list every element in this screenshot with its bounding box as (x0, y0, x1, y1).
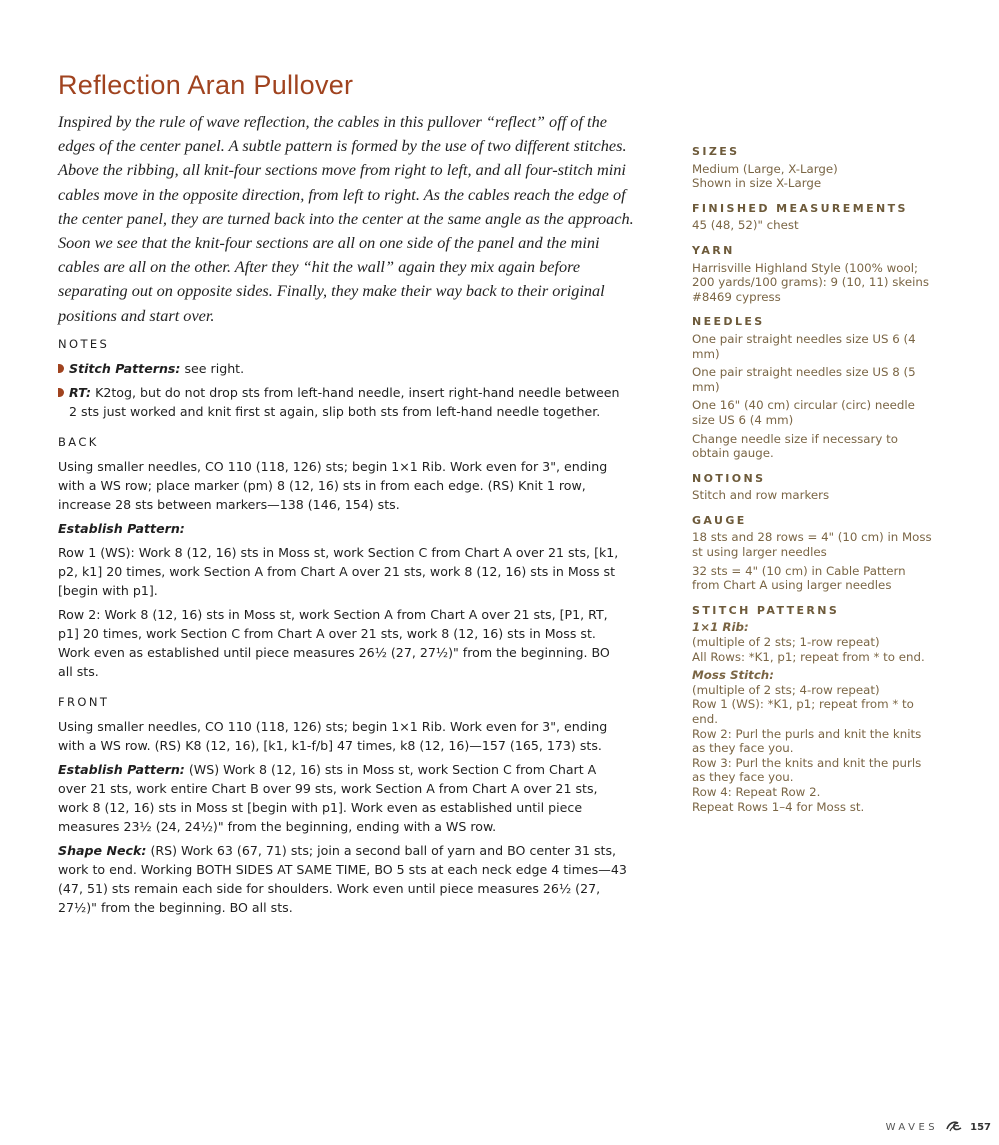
moss-line: Row 4: Repeat Row 2. (692, 784, 821, 799)
note-label: RT: (69, 385, 92, 400)
notions-block (692, 472, 932, 503)
needles-heading: NEEDLES (692, 315, 765, 329)
front-section (58, 693, 628, 917)
front-neck-label: Shape Neck: (58, 843, 147, 858)
bullet-icon (58, 364, 64, 373)
sizes-line: Medium (Large, X-Large) (692, 161, 838, 176)
intro-paragraph: Inspired by the rule of wave reflection, the cables in this pullover “reflect” off of the edges of the center panel. A subtle pattern is formed by the use of two different stitches. Above the ribbing, all knit-four sections move from right to left, and all four-stitch mini cables move in the opposite direction, from left to right. As the cables reach the edge of the center panel, they are turned back into the center at the same angle as the approach. Soon we see that the knit-four sections are all on one side of the panel and the mini cables are all on the other. After they “hit the wall” again they mix again before separating out on opposite sides. Finally, they make their way back to their original positions and start over. (58, 112, 634, 325)
note-text: K2tog, but do not drop sts from left-hand needle, insert right-hand needle between 2 sts just worked and knit first st again, slip both sts from left-hand needle together. (69, 385, 620, 419)
moss-line: (multiple of 2 sts; 4-row repeat) (692, 682, 880, 697)
rib-line: (multiple of 2 sts; 1-row repeat) (692, 635, 880, 650)
finished-line: 45 (48, 52)" chest (692, 218, 799, 233)
page-title: Reflection Aran Pullover (58, 70, 354, 100)
notions-heading: NOTIONS (692, 471, 766, 485)
yarn-heading: YARN (692, 243, 735, 257)
needles-line: One pair straight needles size US 6 (4 mm) (692, 331, 916, 361)
notes-heading: NOTES (58, 337, 110, 351)
main-column (58, 335, 628, 929)
gauge-line: 18 sts and 28 rows = 4" (10 cm) in Moss st using larger needles (692, 530, 932, 560)
moss-line: Row 3: Purl the knits and knit the purls as they face you. (692, 755, 922, 785)
yarn-line: Harrisville Highland Style (100% wool; 200 yards/100 grams): 9 (10, 11) skeins #8469 cypress (692, 260, 929, 304)
gauge-line: 32 sts = 4" (10 cm) in Cable Pattern from Chart A using larger needles (692, 563, 906, 593)
section-name: WAVES (885, 1122, 939, 1133)
back-heading: BACK (58, 435, 99, 449)
moss-line: Row 1 (WS): *K1, p1; repeat from * to end. (692, 697, 914, 726)
front-establish-text: (WS) Work 8 (12, 16) sts in Moss st, work Section C from Chart A over 21 sts, work entire Chart B over 99 sts, work Section A from Chart A over 21 sts, work 8 (12, 16) sts in Moss st [begin with p1]. Work even as established until piece measures 23½ (24, 24½)" from the beginning, ending with a WS row. (58, 762, 598, 834)
page-footer (886, 1120, 991, 1135)
gauge-block (692, 514, 932, 593)
rib-line: All Rows: *K1, p1; repeat from * to end. (692, 649, 925, 664)
front-neck-text: (RS) Work 63 (67, 71) sts; join a second ball of yarn and BO center 31 sts, work to end. Working BOTH SIDES AT SAME TIME, BO 5 sts at each neck edge 4 times—43 (47, 51) sts remain each side for shoulders. Work even until piece measures 26½ (27, 27½)" from the beginning. BO all sts. (58, 843, 627, 915)
yarn-block (692, 244, 932, 304)
finished-heading: FINISHED MEASUREMENTS (692, 201, 908, 215)
needles-line: Change needle size if necessary to obtain gauge. (692, 431, 898, 461)
front-paragraph: Using smaller needles, CO 110 (118, 126) sts; begin 1×1 Rib. Work even for 3", ending with a WS row. (RS) K8 (12, 16), [k1, k1-f/b] 47 times, k8 (12, 16)—157 (165, 173) sts. (58, 719, 608, 753)
front-establish (58, 760, 628, 836)
bullet-icon (58, 388, 64, 397)
sizes-block (692, 145, 932, 191)
sidebar (692, 145, 932, 825)
back-paragraph: Using smaller needles, CO 110 (118, 126) sts; begin 1×1 Rib. Work even for 3", ending with a WS row; place marker (pm) 8 (12, 16) sts in from each edge. (RS) Knit 1 row, increase 28 sts between markers—138 (146, 154) sts. (58, 459, 608, 512)
back-row2: Row 2: Work 8 (12, 16) sts in Moss st, work Section A from Chart A over 21 sts, [P1, RT, p1] 20 times, work Section C from Chart A over 21 sts, work 8 (12, 16) sts in Moss st. Work even as established until piece measures 26½ (27, 27½)" from the beginning. BO all sts. (58, 607, 610, 679)
moss-line: Repeat Rows 1–4 for Moss st. (692, 799, 865, 814)
front-heading: FRONT (58, 695, 110, 709)
stitch-patterns-block (692, 604, 932, 814)
wave-icon (946, 1120, 962, 1135)
front-establish-label: Establish Pattern: (58, 762, 185, 777)
notions-line: Stitch and row markers (692, 488, 830, 503)
stitch-heading: STITCH PATTERNS (692, 603, 840, 617)
note-text: see right. (180, 361, 245, 376)
notes-section (58, 335, 628, 421)
finished-block (692, 202, 932, 233)
gauge-heading: GAUGE (692, 513, 747, 527)
note-item (58, 383, 628, 421)
moss-label: Moss Stitch: (692, 668, 774, 683)
note-item (58, 359, 628, 378)
front-neck (58, 841, 628, 917)
note-label: Stitch Patterns: (69, 361, 181, 376)
sizes-heading: SIZES (692, 145, 740, 158)
needles-line: One pair straight needles size US 8 (5 mm) (692, 365, 916, 394)
needles-line: One 16" (40 cm) circular (circ) needle size US 6 (4 mm) (692, 398, 915, 427)
back-row1: Row 1 (WS): Work 8 (12, 16) sts in Moss st, work Section C from Chart A over 21 sts, [k1, p2, k1] 20 times, work Section A from Chart A over 21 sts, work 8 (12, 16) sts in Moss st [begin with p1]. (58, 545, 619, 598)
back-section (58, 433, 628, 681)
page-number: 157 (970, 1122, 991, 1133)
sizes-line: Shown in size X-Large (692, 176, 822, 191)
rib-label: 1×1 Rib: (692, 620, 749, 635)
needles-block (692, 315, 932, 460)
back-establish-label: Establish Pattern: (58, 521, 185, 536)
moss-line: Row 2: Purl the purls and knit the knits as they face you. (692, 726, 922, 756)
